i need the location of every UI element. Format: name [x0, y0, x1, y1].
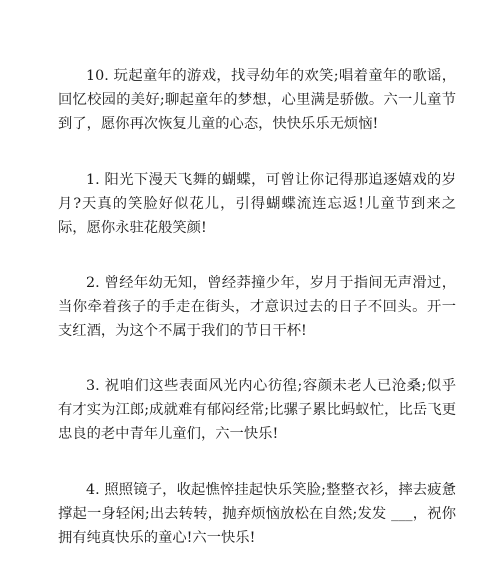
- paragraph-1: 1. 阳光下漫天飞舞的蝴蝶，可曾让你记得那追逐嬉戏的岁月?天真的笑脸好似花儿，引得蝴蝶流连忘返!儿童节到来之际，愿你永驻花般笑颜!: [58, 172, 456, 236]
- paragraph-10: 10. 玩起童年的游戏，找寻幼年的欢笑;唱着童年的歌谣，回忆校园的美好;聊起童年的梦想，心里满是骄傲。六一儿童节到了，愿你再次恢复儿童的心态，快快乐乐无烦恼!: [58, 68, 456, 132]
- paragraph-2: 2. 曾经年幼无知，曾经莽撞少年，岁月于指间无声滑过，当你牵着孩子的手走在街头，才意识过去的日子不回头。开一支红酒，为这个不属于我们的节日干杯!: [58, 275, 456, 339]
- paragraph-3: 3. 祝咱们这些表面风光内心彷徨;容颜未老人已沧桑;似乎有才实为江郎;成就难有郁闷经常;比骡子累比蚂蚁忙，比岳飞更忠良的老中青年儿童们，六一快乐!: [58, 378, 456, 442]
- paragraph-4: 4. 照照镜子，收起憔悴挂起快乐笑脸;整整衣衫，摔去疲惫撑起一身轻闲;出去转转，抛弃烦恼放松在自然;发发 ___，祝你拥有纯真快乐的童心!六一快乐!: [58, 482, 456, 546]
